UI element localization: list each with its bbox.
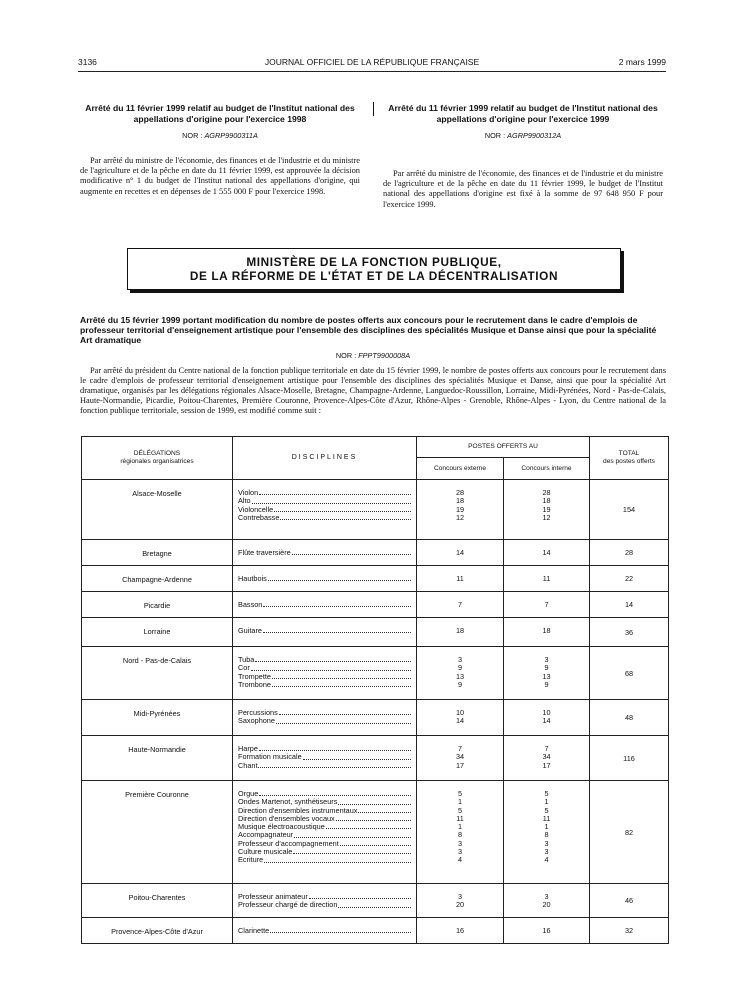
- discipline-label: Direction d'ensembles vocaux: [238, 814, 335, 823]
- discipline-line: [238, 709, 411, 717]
- externe-cell: [417, 647, 504, 700]
- interne-value: 11: [542, 575, 551, 583]
- externe-cell: [417, 781, 504, 884]
- disciplines-cell: [233, 781, 417, 884]
- dot-leader: [340, 840, 411, 846]
- discipline-line: [238, 807, 411, 815]
- discipline-line: [238, 815, 411, 823]
- externe-value: 14: [455, 717, 465, 726]
- header-delegations: DÉLÉGATIONS régionales organisatrices: [82, 437, 233, 480]
- dot-leader: [358, 807, 411, 813]
- dot-leader: [255, 656, 411, 662]
- discipline-line: [238, 798, 411, 806]
- externe-cell: [417, 480, 504, 540]
- discipline-label: Percussions: [238, 709, 278, 717]
- dot-leader: [303, 753, 411, 759]
- header-disciplines: DISCIPLINES: [233, 437, 417, 480]
- disciplines-cell: [233, 647, 417, 700]
- interne-value: 19: [542, 505, 551, 514]
- ministry-line-2: DE LA RÉFORME DE L'ÉTAT ET DE LA DÉCENTRALISATION: [189, 269, 559, 283]
- total-cell: 14: [590, 592, 669, 618]
- region-cell: Champagne-Ardenne: [82, 566, 233, 592]
- disciplines-cell: [233, 618, 417, 647]
- table-row: [82, 647, 669, 700]
- nor-code: AGRP9900312A: [507, 131, 562, 140]
- interne-value: 9: [544, 680, 549, 689]
- interne-value: 28: [542, 489, 551, 497]
- externe-value: 3: [457, 893, 463, 901]
- region-cell: Picardie: [82, 592, 233, 618]
- externe-value: 28: [455, 489, 465, 497]
- discipline-line: [238, 745, 411, 753]
- externe-value: 12: [455, 513, 465, 522]
- externe-value: 17: [455, 761, 465, 770]
- interne-cell: [504, 647, 590, 700]
- discipline-line: [238, 823, 411, 831]
- table-row: [82, 736, 669, 781]
- discipline-label: Musique électroacoustique: [238, 823, 325, 832]
- externe-value: 11: [456, 575, 464, 583]
- externe-cell: [417, 700, 504, 736]
- dot-leader: [326, 823, 411, 829]
- dot-leader: [294, 831, 411, 837]
- header-interne: Concours interne: [504, 458, 590, 480]
- interne-value: 20: [542, 901, 551, 910]
- region-cell: Poitou-Charentes: [82, 884, 233, 918]
- externe-value: 8: [457, 831, 463, 840]
- dot-leader: [338, 798, 411, 804]
- interne-value: 3: [544, 839, 549, 848]
- interne-value: 1: [544, 823, 549, 832]
- discipline-label: Professeur d'accompagnement: [238, 839, 339, 848]
- externe-value: 18: [455, 627, 465, 635]
- disciplines-cell: [233, 700, 417, 736]
- externe-value: 9: [457, 664, 463, 673]
- discipline-line: [238, 762, 411, 770]
- dot-leader: [259, 790, 411, 796]
- dot-leader: [259, 489, 411, 495]
- externe-value: 10: [455, 709, 465, 717]
- discipline-line: [238, 575, 411, 583]
- discipline-label: Direction d'ensembles instrumentaux: [238, 806, 358, 815]
- total-cell: 32: [590, 918, 669, 944]
- interne-cell: [504, 480, 590, 540]
- interne-value: 3: [544, 656, 549, 664]
- discipline-line: [238, 848, 411, 856]
- interne-value: 11: [542, 814, 551, 823]
- disciplines-cell: [233, 592, 417, 618]
- discipline-label: Contrebasse: [238, 513, 280, 522]
- page-header: [78, 57, 666, 69]
- interne-value: 3: [544, 848, 549, 857]
- externe-value: 7: [457, 745, 463, 753]
- discipline-line: [238, 790, 411, 798]
- discipline-line: [238, 506, 411, 514]
- dot-leader: [293, 848, 411, 854]
- discipline-label: Harpe: [238, 745, 258, 753]
- page-number: 3136: [78, 57, 97, 67]
- table-body: [82, 480, 669, 944]
- discipline-line: [238, 753, 411, 761]
- interne-cell: [504, 540, 590, 566]
- interne-cell: [504, 700, 590, 736]
- article-right-body: Par arrêté du ministre de l'économie, des finances et de l'industrie et du ministre de l'agriculture et de la pêche en date du 11 février 1999, le budget de l'Institut national des appellations d'origine est fixé à la somme de 97 648 950 F pour l'exercice 1999.: [383, 169, 663, 209]
- discipline-label: Saxophone: [238, 717, 275, 726]
- article-left-title: Arrêté du 11 février 1999 relatif au budget de l'Institut national des appellations d'origine pour l'exercice 1998: [85, 103, 355, 124]
- discipline-label: Ecriture: [238, 856, 264, 865]
- disciplines-cell: [233, 480, 417, 540]
- header-rule: [78, 71, 666, 72]
- dot-leader: [336, 815, 411, 821]
- externe-cell: [417, 884, 504, 918]
- dot-leader: [280, 514, 411, 520]
- main-article-body: Par arrêté du président du Centre national de la fonction publique territoriale en date du 15 février 1999, le nombre de postes offerts aux concours pour le recrutement dans le cadre d'emplois de professeur territorial d'enseignement artistique pour l'ensemble des disciplines des spécialités Musique et Danse, ainsi que pour la spécialité Art dramatique, organisés par les délégations régionales Alsace-Moselle, Bretagne, Champagne-Ardenne, Languedoc-Roussillon, Lorraine, Midi-Pyrénées, Nord - Pas-de-Calais, Haute-Normandie, Picardie, Poitou-Charentes, Première Couronne, Provence-Alpes-Côte d'Azur, Rhône-Alpes - Grenoble, Rhône-Alpes - Lyon, du Centre national de la fonction publique territoriale, session de 1999, est modifié comme suit :: [80, 366, 666, 415]
- disciplines-cell: [233, 736, 417, 781]
- discipline-label: Trompette: [238, 672, 271, 681]
- externe-value: 1: [457, 823, 463, 832]
- interne-value: 12: [542, 513, 551, 522]
- publication-date: 2 mars 1999: [618, 57, 666, 67]
- discipline-label: Professeur chargé de direction: [238, 901, 338, 910]
- discipline-label: Alto: [238, 497, 251, 506]
- dot-leader: [272, 673, 411, 679]
- article-left-nor: [80, 131, 360, 140]
- discipline-line: [238, 856, 411, 864]
- dot-leader: [272, 681, 411, 687]
- article-left-body: Par arrêté du ministre de l'économie, des finances et de l'industrie et du ministre de l'agriculture et de la pêche en date du 11 février 1999, est approuvée la décision modificative n° 1 du budget de l'Institut national des appellations d'origine, qui augmente en recettes et en dépenses de 1 555 000 F pour l'exercice 1998.: [80, 156, 360, 196]
- column-separator: [373, 102, 374, 116]
- dot-leader: [263, 601, 411, 607]
- interne-value: 5: [544, 806, 549, 815]
- total-cell: 28: [590, 540, 669, 566]
- externe-value: 11: [456, 814, 464, 823]
- externe-value: 3: [457, 656, 463, 664]
- table-row: [82, 566, 669, 592]
- interne-value: 14: [542, 717, 551, 726]
- discipline-line: [238, 840, 411, 848]
- externe-value: 34: [455, 753, 465, 762]
- discipline-label: Culture musicale: [238, 848, 293, 857]
- discipline-label: Basson: [238, 601, 263, 609]
- externe-value: 7: [457, 601, 463, 609]
- discipline-label: Cor: [238, 664, 250, 673]
- header-externe: Concours externe: [417, 458, 504, 480]
- externe-value: 14: [455, 549, 465, 557]
- table-row: [82, 540, 669, 566]
- dot-leader: [270, 927, 411, 933]
- dot-leader: [309, 893, 411, 899]
- discipline-line: [238, 601, 411, 609]
- total-cell: 154: [590, 480, 669, 540]
- externe-value: 18: [455, 497, 465, 506]
- discipline-line: [238, 497, 411, 505]
- header-postes: POSTES OFFERTS AU: [417, 437, 590, 458]
- interne-value: 3: [544, 893, 549, 901]
- interne-value: 14: [542, 549, 551, 557]
- journal-title: JOURNAL OFFICIEL DE LA RÉPUBLIQUE FRANÇAISE: [264, 57, 480, 67]
- table-row: [82, 781, 669, 884]
- interne-cell: [504, 592, 590, 618]
- discipline-label: Hautbois: [238, 575, 267, 583]
- discipline-line: [238, 656, 411, 664]
- interne-value: 10: [542, 709, 551, 717]
- region-cell: Lorraine: [82, 618, 233, 647]
- dot-leader: [263, 627, 411, 633]
- disciplines-cell: [233, 566, 417, 592]
- externe-value: 3: [457, 839, 463, 848]
- region-cell: Midi-Pyrénées: [82, 700, 233, 736]
- region-cell: Bretagne: [82, 540, 233, 566]
- disciplines-cell: [233, 540, 417, 566]
- total-cell: 68: [590, 647, 669, 700]
- discipline-label: Orgue: [238, 790, 259, 798]
- dot-leader: [274, 506, 411, 512]
- externe-cell: [417, 540, 504, 566]
- dot-leader: [251, 664, 411, 670]
- discipline-line: [238, 717, 411, 725]
- discipline-line: [238, 927, 411, 935]
- discipline-line: [238, 549, 411, 557]
- total-cell: 116: [590, 736, 669, 781]
- externe-value: 3: [457, 848, 463, 857]
- externe-cell: [417, 566, 504, 592]
- interne-cell: [504, 566, 590, 592]
- table-row: [82, 918, 669, 944]
- region-cell: Haute-Normandie: [82, 736, 233, 781]
- discipline-line: [238, 489, 411, 497]
- table-row: [82, 884, 669, 918]
- interne-value: 7: [544, 745, 549, 753]
- region-cell: Nord - Pas-de-Calais: [82, 647, 233, 700]
- dot-leader: [252, 497, 411, 503]
- interne-value: 16: [542, 927, 551, 935]
- externe-value: 5: [457, 790, 463, 798]
- discipline-label: Professeur animateur: [238, 893, 308, 901]
- externe-cell: [417, 618, 504, 647]
- nor-label: NOR :: [335, 351, 357, 360]
- article-left: [80, 103, 360, 197]
- discipline-label: Guitare: [238, 627, 262, 635]
- dot-leader: [276, 717, 411, 723]
- region-cell: Alsace-Moselle: [82, 480, 233, 540]
- interne-value: 18: [542, 497, 551, 506]
- interne-value: 17: [542, 761, 551, 770]
- dot-leader: [338, 901, 411, 907]
- discipline-label: Violoncelle: [238, 505, 274, 514]
- interne-value: 5: [544, 790, 549, 798]
- discipline-line: [238, 681, 411, 689]
- discipline-line: [238, 664, 411, 672]
- discipline-label: Trombone: [238, 680, 271, 689]
- externe-value: 4: [457, 856, 463, 865]
- interne-value: 13: [542, 672, 551, 681]
- total-cell: 48: [590, 700, 669, 736]
- discipline-label: Accompagnateur: [238, 831, 294, 840]
- ministry-line-1: MINISTÈRE DE LA FONCTION PUBLIQUE,: [246, 255, 502, 269]
- main-article-nor: [80, 351, 666, 360]
- total-cell: 82: [590, 781, 669, 884]
- dot-leader: [258, 762, 411, 768]
- postes-table: [81, 436, 669, 944]
- discipline-line: [238, 627, 411, 635]
- table-row: [82, 480, 669, 540]
- header-total: TOTAL des postes offerts: [590, 437, 669, 480]
- discipline-label: Formation musicale: [238, 753, 302, 762]
- region-cell: Provence-Alpes-Côte d'Azur: [82, 918, 233, 944]
- externe-cell: [417, 918, 504, 944]
- discipline-label: Chant: [238, 761, 258, 770]
- table-row: [82, 592, 669, 618]
- interne-value: 9: [544, 664, 549, 673]
- externe-cell: [417, 736, 504, 781]
- region-cell: Première Couronne: [82, 781, 233, 884]
- interne-cell: [504, 618, 590, 647]
- disciplines-cell: [233, 884, 417, 918]
- interne-value: 1: [544, 798, 549, 807]
- article-right-title: Arrêté du 11 février 1999 relatif au budget de l'Institut national des appellations d'origine pour l'exercice 1999: [388, 103, 658, 124]
- externe-value: 9: [457, 680, 463, 689]
- ministry-heading-box: [127, 248, 621, 290]
- externe-cell: [417, 592, 504, 618]
- discipline-label: Flûte traversière: [238, 549, 291, 557]
- interne-cell: [504, 884, 590, 918]
- externe-value: 19: [455, 505, 465, 514]
- discipline-line: [238, 673, 411, 681]
- interne-cell: [504, 781, 590, 884]
- article-right: [383, 103, 663, 210]
- dot-leader: [268, 575, 411, 581]
- interne-value: 18: [542, 627, 551, 635]
- externe-value: 1: [457, 798, 463, 807]
- total-cell: 36: [590, 618, 669, 647]
- discipline-line: [238, 893, 411, 901]
- total-cell: 46: [590, 884, 669, 918]
- discipline-label: Tuba: [238, 656, 255, 664]
- article-right-nor: [383, 131, 663, 140]
- nor-code: FPPT9900008A: [358, 351, 411, 360]
- interne-value: 8: [544, 831, 549, 840]
- interne-value: 7: [544, 601, 549, 609]
- discipline-line: [238, 831, 411, 839]
- externe-value: 16: [455, 927, 465, 935]
- table-row: [82, 700, 669, 736]
- externe-value: 5: [457, 806, 463, 815]
- interne-cell: [504, 918, 590, 944]
- dot-leader: [264, 856, 411, 862]
- discipline-line: [238, 901, 411, 909]
- interne-cell: [504, 736, 590, 781]
- nor-code: AGRP9900311A: [204, 131, 258, 140]
- discipline-label: Clarinette: [238, 927, 270, 935]
- disciplines-cell: [233, 918, 417, 944]
- nor-label: NOR :: [484, 131, 506, 140]
- dot-leader: [292, 549, 411, 555]
- interne-value: 34: [542, 753, 551, 762]
- table-row: [82, 618, 669, 647]
- dot-leader: [279, 709, 411, 715]
- externe-value: 13: [455, 672, 465, 681]
- discipline-line: [238, 514, 411, 522]
- dot-leader: [259, 745, 411, 751]
- interne-value: 4: [544, 856, 549, 865]
- discipline-label: Ondes Martenot, synthétiseurs: [238, 798, 338, 807]
- nor-label: NOR :: [182, 131, 203, 140]
- discipline-label: Violon: [238, 489, 259, 497]
- main-article-title: Arrêté du 15 février 1999 portant modification du nombre de postes offerts aux concours pour le recrutement dans le cadre d'emplois de professeur territorial d'enseignement artistique pour l'ensemble des disciplines des spécialités Musique et Danse ainsi que pour la spécialité Art dramatique: [80, 315, 657, 345]
- total-cell: 22: [590, 566, 669, 592]
- externe-value: 20: [455, 901, 465, 910]
